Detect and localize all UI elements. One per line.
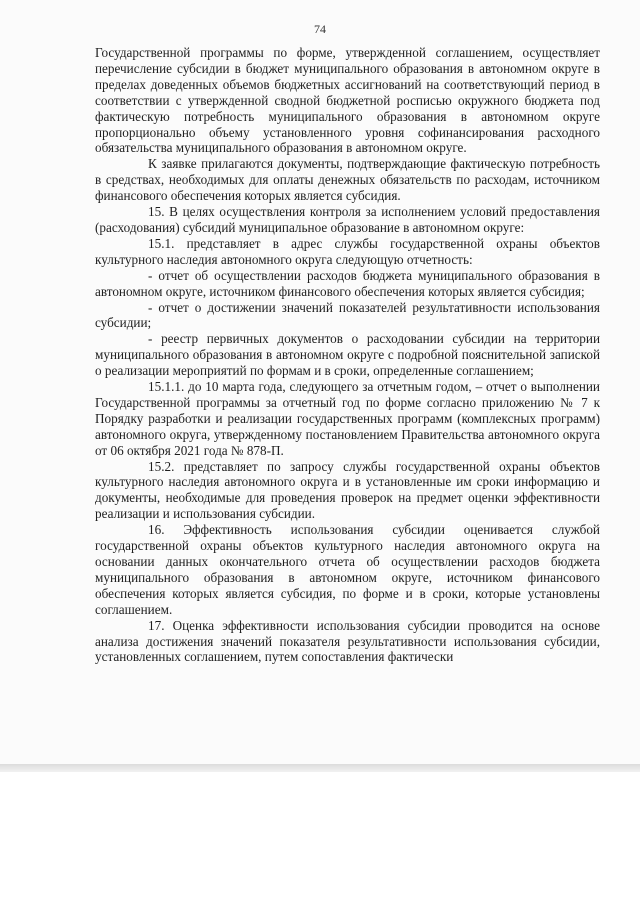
paragraph: 15. В целях осуществления контроля за исполнением условий предоставления (расходования) субсидий муниципальное образование в автономном округе:: [95, 204, 600, 235]
paragraph: 15.2. представляет по запросу службы государственной охраны объектов культурного наследия автономного округа и в установленные им сроки информацию и документы, необходимые для проведения проверок на предмет оценки эффективности реализации и использования субсидии.: [95, 458, 600, 522]
document-body: [95, 45, 600, 665]
paragraph: 17. Оценка эффективности использования субсидии проводится на основе анализа достижения значений показателя результативности использования субсидии, установленных соглашением, путем сопоставления фактически: [95, 617, 600, 665]
paragraph: Государственной программы по форме, утвержденной соглашением, осуществляет перечисление субсидии в бюджет муниципального образования в автономном округе в пределах доведенных объемов бюджетных ассигнований на соответствующий период в соответствии с утвержденной сводной бюджетной росписью окружного бюджета под фактическую потребность муниципального образования в автономном округе пропорционально объему установленного уровня софинансирования расходного обязательства муниципального образования в автономном округе.: [95, 45, 600, 156]
page-number: 74: [314, 22, 326, 36]
paragraph: 15.1.1. до 10 марта года, следующего за отчетным годом, – отчет о выполнении Государственной программы за отчетный год по форме согласно приложению № 7 к Порядку разработки и реализации государственных программ (комплексных программ) автономного округа, утвержденному постановлением Правительства автономного округа от 06 октября 2021 года № 878-П.: [95, 379, 600, 458]
paragraph: - отчет об осуществлении расходов бюджета муниципального образования в автономном округе, источником финансового обеспечения которых является субсидия;: [95, 267, 600, 299]
paragraph: - отчет о достижении значений показателей результативности использования субсидии;: [95, 299, 600, 331]
paragraph: - реестр первичных документов о расходовании субсидии на территории муниципального образования в автономном округе с подробной пояснительной запиской о реализации мероприятий по формам и в сроки, определенные соглашением;: [95, 331, 600, 379]
paragraph: К заявке прилагаются документы, подтверждающие фактическую потребность в средствах, необходимых для оплаты денежных обязательств по расходам, источником финансового обеспечения которых является субсидия.: [95, 156, 600, 204]
paragraph: 16. Эффективность использования субсидии оценивается службой государственной охраны объектов культурного наследия автономного округа на основании данных окончательного отчета об осуществлении расходов бюджета муниципального образования в автономном округе, источником финансового обеспечения которых является субсидия, по форме и в сроки, которые установлены соглашением.: [95, 522, 600, 617]
page-bottom-edge: [0, 764, 640, 772]
paragraph: 15.1. представляет в адрес службы государственной охраны объектов культурного наследия автономного округа следующую отчетность:: [95, 235, 600, 267]
